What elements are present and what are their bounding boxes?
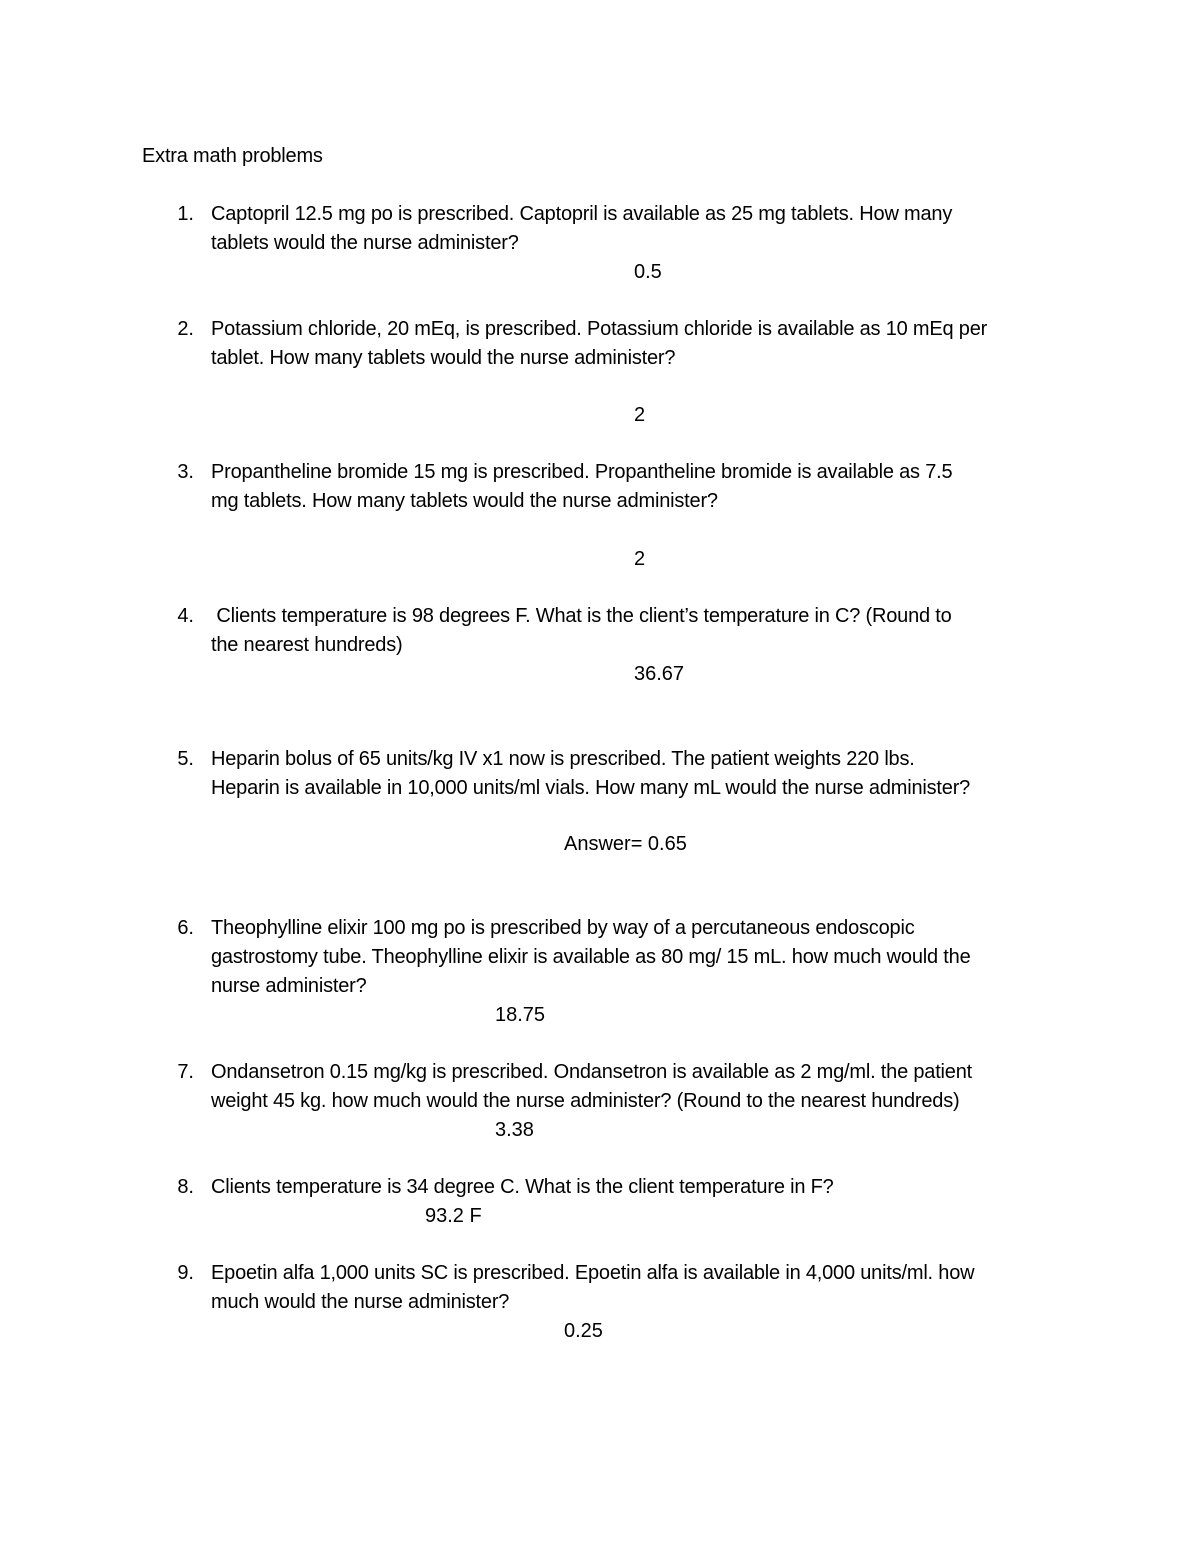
problem-answer: 36.67 <box>634 663 685 685</box>
problem-text-line: the nearest hundreds) <box>211 634 403 656</box>
problem-number: 9. <box>177 1262 194 1284</box>
problem-text-line: tablets would the nurse administer? <box>211 232 519 254</box>
problem-number: 7. <box>177 1061 194 1083</box>
problem-answer: 18.75 <box>495 1004 546 1026</box>
problem-number: 6. <box>177 917 194 939</box>
problem-text-line: gastrostomy tube. Theophylline elixir is available as 80 mg/ 15 mL. how much would the <box>211 946 971 968</box>
problem-number: 8. <box>177 1176 194 1198</box>
problem-answer: 93.2 F <box>425 1205 482 1227</box>
problem-text-line: much would the nurse administer? <box>211 1291 510 1313</box>
problem-answer: 0.5 <box>634 261 662 283</box>
problem-text-line: nurse administer? <box>211 975 367 997</box>
problem-number: 3. <box>177 461 194 483</box>
problem-text-line: Theophylline elixir 100 mg po is prescribed by way of a percutaneous endoscopic <box>211 917 915 939</box>
problem-number: 4. <box>177 605 194 627</box>
problem-text-line: Heparin bolus of 65 units/kg IV x1 now is prescribed. The patient weights 220 lbs. <box>211 748 915 770</box>
problem-number: 1. <box>177 203 194 225</box>
problem-answer: 0.25 <box>564 1320 603 1342</box>
problem-text-line: Propantheline bromide 15 mg is prescribed. Propantheline bromide is available as 7.5 <box>211 461 953 483</box>
problem-answer: Answer= 0.65 <box>564 833 687 855</box>
problem-answer: 3.38 <box>495 1119 534 1141</box>
problem-text-line: Captopril 12.5 mg po is prescribed. Captopril is available as 25 mg tablets. How many <box>211 203 953 225</box>
problem-text-line: Clients temperature is 98 degrees F. What is the client’s temperature in C? (Round to <box>211 605 952 627</box>
problem-answer: 2 <box>634 404 646 426</box>
problem-text-line: weight 45 kg. how much would the nurse administer? (Round to the nearest hundreds) <box>211 1090 960 1112</box>
problem-text-line: Potassium chloride, 20 mEq, is prescribed. Potassium chloride is available as 10 mEq per <box>211 318 988 340</box>
problem-text-line: Heparin is available in 10,000 units/ml vials. How many mL would the nurse administer? <box>211 777 971 799</box>
problem-text-line: Ondansetron 0.15 mg/kg is prescribed. Ondansetron is available as 2 mg/ml. the patient <box>211 1061 973 1083</box>
problem-text-line: mg tablets. How many tablets would the nurse administer? <box>211 490 718 512</box>
problem-answer: 2 <box>634 548 646 570</box>
problem-number: 2. <box>177 318 194 340</box>
problem-number: 5. <box>177 748 194 770</box>
problem-text-line: Epoetin alfa 1,000 units SC is prescribed. Epoetin alfa is available in 4,000 units/ml. how <box>211 1262 975 1284</box>
problem-text-line: tablet. How many tablets would the nurse administer? <box>211 347 676 369</box>
page-title: Extra math problems <box>142 145 323 167</box>
problem-text-line: Clients temperature is 34 degree C. What is the client temperature in F? <box>211 1176 834 1198</box>
